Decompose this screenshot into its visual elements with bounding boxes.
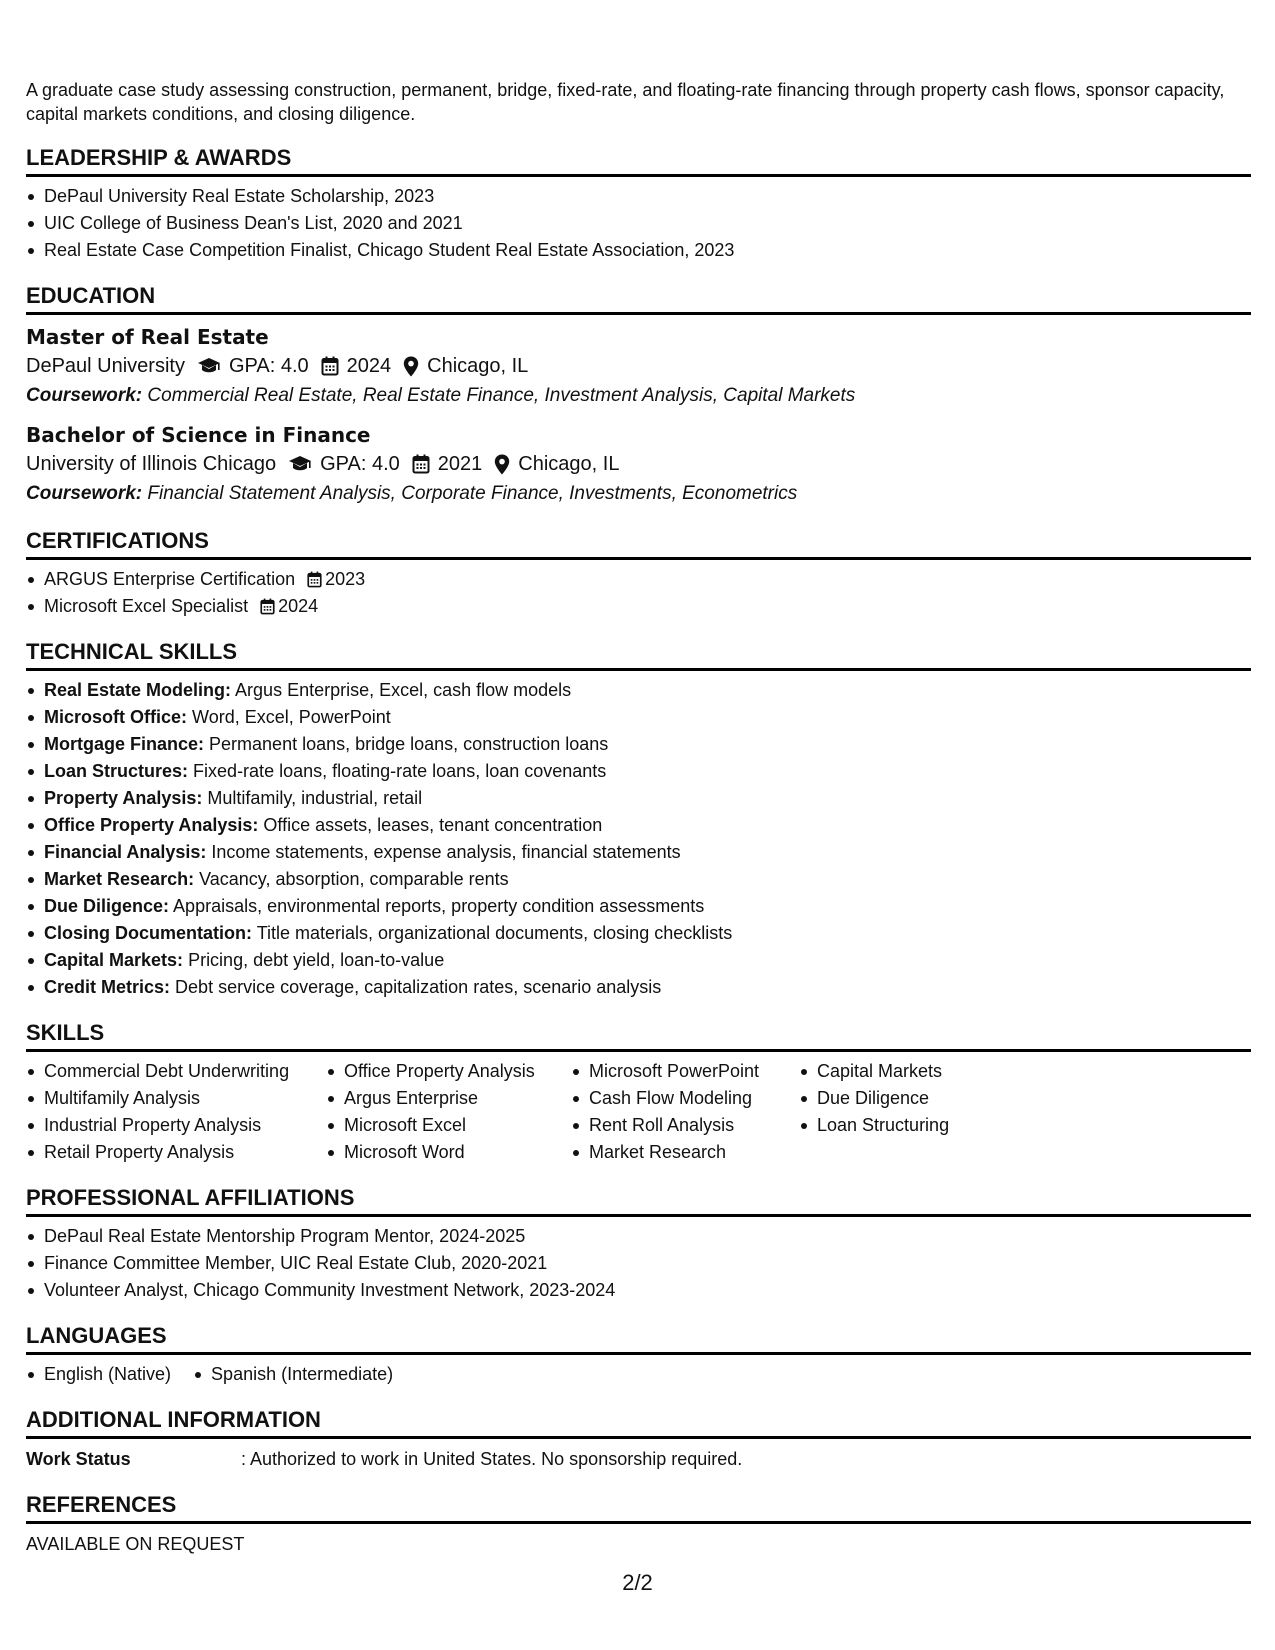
list-item: UIC College of Business Dean's List, 2020 and 2021 xyxy=(44,210,1251,237)
project-description: A graduate case study assessing construction, permanent, bridge, fixed-rate, and floating-rate financing through property cash flows, sponsor capacity, capital markets conditions, and closing diligence. xyxy=(26,80,1225,124)
skill-detail: Permanent loans, bridge loans, construction loans xyxy=(209,734,609,754)
coursework xyxy=(26,381,1251,411)
list-item xyxy=(44,704,1251,731)
degree-title: Master of Real Estate xyxy=(26,325,269,349)
skill-category: Loan Structures: xyxy=(44,761,189,781)
gpa: GPA: 4.0 xyxy=(228,355,309,377)
location-pin-icon xyxy=(494,454,510,475)
coursework xyxy=(26,479,1251,509)
work-status-label: Work Status xyxy=(26,1449,131,1469)
graduation-year: 2024 xyxy=(346,355,392,377)
languages-section xyxy=(26,1322,1251,1388)
school-name: University of Illinois Chicago xyxy=(26,453,277,475)
list-item: Capital Markets xyxy=(817,1058,1017,1085)
list-item: Argus Enterprise xyxy=(344,1085,571,1112)
skill-detail: Appraisals, environmental reports, property condition assessments xyxy=(173,896,705,916)
skill-detail: Debt service coverage, capitalization rates, scenario analysis xyxy=(175,977,662,997)
section-title-education: EDUCATION xyxy=(26,282,1251,315)
list-item: Due Diligence xyxy=(817,1085,1017,1112)
list-item xyxy=(44,839,1251,866)
skill-category: Microsoft Office: xyxy=(44,707,188,727)
skill-detail: Fixed-rate loans, floating-rate loans, loan covenants xyxy=(193,761,607,781)
certification-item xyxy=(44,566,1251,593)
section-title-languages: LANGUAGES xyxy=(26,1322,1251,1355)
skills-column xyxy=(26,1058,326,1166)
skill-detail: Word, Excel, PowerPoint xyxy=(192,707,391,727)
list-item xyxy=(44,758,1251,785)
section-title-additional-info: ADDITIONAL INFORMATION xyxy=(26,1406,1251,1439)
affiliations-list xyxy=(26,1223,1251,1304)
coursework-list: Commercial Real Estate, Real Estate Finance, Investment Analysis, Capital Markets xyxy=(147,385,856,406)
skill-category: Financial Analysis: xyxy=(44,842,207,862)
skill-category: Property Analysis: xyxy=(44,788,203,808)
graduation-cap-icon xyxy=(288,455,312,473)
certification-name: ARGUS Enterprise Certification xyxy=(44,569,296,589)
list-item: DePaul Real Estate Mentorship Program Mentor, 2024-2025 xyxy=(44,1223,1251,1250)
calendar-icon xyxy=(307,571,322,588)
languages-list xyxy=(26,1361,1251,1388)
section-title-affiliations: PROFESSIONAL AFFILIATIONS xyxy=(26,1184,1251,1217)
calendar-icon xyxy=(260,598,275,615)
list-item xyxy=(44,920,1251,947)
list-item: DePaul University Real Estate Scholarship, 2023 xyxy=(44,183,1251,210)
skill-category: Market Research: xyxy=(44,869,195,889)
list-item: Retail Property Analysis xyxy=(44,1139,326,1166)
list-item: Microsoft Word xyxy=(344,1139,571,1166)
education-details xyxy=(26,351,1251,381)
list-item: Market Research xyxy=(589,1139,799,1166)
list-item xyxy=(44,812,1251,839)
affiliations-section xyxy=(26,1184,1251,1304)
graduation-cap-icon xyxy=(197,357,221,375)
coursework-label: Coursework: xyxy=(26,385,143,406)
school-name: DePaul University xyxy=(26,355,185,377)
leadership-section xyxy=(26,144,1251,264)
list-item xyxy=(44,893,1251,920)
skill-category: Real Estate Modeling: xyxy=(44,680,232,700)
skill-detail: Title materials, organizational documents, closing checklists xyxy=(256,923,733,943)
coursework-label: Coursework: xyxy=(26,483,143,504)
list-item: Cash Flow Modeling xyxy=(589,1085,799,1112)
graduation-year: 2021 xyxy=(437,453,483,475)
section-title-references: REFERENCES xyxy=(26,1491,1251,1524)
list-item: Office Property Analysis xyxy=(344,1058,571,1085)
list-item: Rent Roll Analysis xyxy=(589,1112,799,1139)
school-location: Chicago, IL xyxy=(427,355,529,377)
skills-column xyxy=(571,1058,799,1166)
education-entry xyxy=(26,323,1251,411)
list-item xyxy=(44,677,1251,704)
section-title-leadership: LEADERSHIP & AWARDS xyxy=(26,144,1251,177)
skills-column xyxy=(799,1058,1017,1166)
skill-category: Credit Metrics: xyxy=(44,977,171,997)
list-item: Real Estate Case Competition Finalist, Chicago Student Real Estate Association, 2023 xyxy=(44,237,1251,264)
skill-detail: Income statements, expense analysis, financial statements xyxy=(211,842,681,862)
certification-year: 2023 xyxy=(325,569,366,589)
skill-detail: Vacancy, absorption, comparable rents xyxy=(199,869,509,889)
list-item: Loan Structuring xyxy=(817,1112,1017,1139)
references-text: AVAILABLE ON REQUEST xyxy=(26,1534,245,1554)
certifications-list xyxy=(26,566,1251,620)
skills-column xyxy=(326,1058,571,1166)
list-item: Commercial Debt Underwriting xyxy=(44,1058,326,1085)
degree-title: Bachelor of Science in Finance xyxy=(26,423,371,447)
calendar-icon xyxy=(412,454,430,474)
skill-detail: Argus Enterprise, Excel, cash flow models xyxy=(235,680,572,700)
skills-grid xyxy=(26,1058,1251,1166)
skill-category: Closing Documentation: xyxy=(44,923,252,943)
section-title-skills: SKILLS xyxy=(26,1019,1251,1052)
location-pin-icon xyxy=(403,356,419,377)
technical-skills-list xyxy=(26,677,1251,1001)
additional-info-section xyxy=(26,1406,1251,1473)
school-location: Chicago, IL xyxy=(518,453,620,475)
skill-detail: Office assets, leases, tenant concentration xyxy=(263,815,603,835)
list-item: English (Native) xyxy=(44,1361,171,1388)
list-item xyxy=(44,974,1251,1001)
skill-detail: Pricing, debt yield, loan-to-value xyxy=(188,950,445,970)
certifications-section xyxy=(26,527,1251,620)
skills-section xyxy=(26,1019,1251,1166)
list-item: Microsoft Excel xyxy=(344,1112,571,1139)
work-status-value: : Authorized to work in United States. No sponsorship required. xyxy=(241,1449,743,1469)
list-item xyxy=(44,947,1251,974)
education-section xyxy=(26,282,1251,509)
skill-category: Office Property Analysis: xyxy=(44,815,259,835)
skill-category: Mortgage Finance: xyxy=(44,734,205,754)
certification-name: Microsoft Excel Specialist xyxy=(44,596,249,616)
certification-year: 2024 xyxy=(278,596,319,616)
education-entry xyxy=(26,421,1251,509)
education-details xyxy=(26,449,1251,479)
list-item: Volunteer Analyst, Chicago Community Investment Network, 2023-2024 xyxy=(44,1277,1251,1304)
skill-category: Due Diligence: xyxy=(44,896,170,916)
technical-skills-section xyxy=(26,638,1251,1001)
calendar-icon xyxy=(321,356,339,376)
work-status-row xyxy=(26,1445,1251,1473)
skill-category: Capital Markets: xyxy=(44,950,184,970)
list-item xyxy=(44,785,1251,812)
list-item: Microsoft PowerPoint xyxy=(589,1058,799,1085)
page-number: 2/2 xyxy=(622,1570,653,1595)
list-item xyxy=(44,866,1251,893)
skill-detail: Multifamily, industrial, retail xyxy=(207,788,423,808)
references-section xyxy=(26,1491,1251,1556)
coursework-list: Financial Statement Analysis, Corporate Finance, Investments, Econometrics xyxy=(147,483,798,504)
section-title-certifications: CERTIFICATIONS xyxy=(26,527,1251,560)
gpa: GPA: 4.0 xyxy=(320,453,400,475)
section-title-technical-skills: TECHNICAL SKILLS xyxy=(26,638,1251,671)
list-item: Spanish (Intermediate) xyxy=(211,1361,393,1388)
list-item: Industrial Property Analysis xyxy=(44,1112,326,1139)
certification-item xyxy=(44,593,1251,620)
list-item: Multifamily Analysis xyxy=(44,1085,326,1112)
list-item: Finance Committee Member, UIC Real Estate Club, 2020-2021 xyxy=(44,1250,1251,1277)
leadership-list xyxy=(26,183,1251,264)
list-item xyxy=(44,731,1251,758)
resume-page xyxy=(26,78,1251,1556)
